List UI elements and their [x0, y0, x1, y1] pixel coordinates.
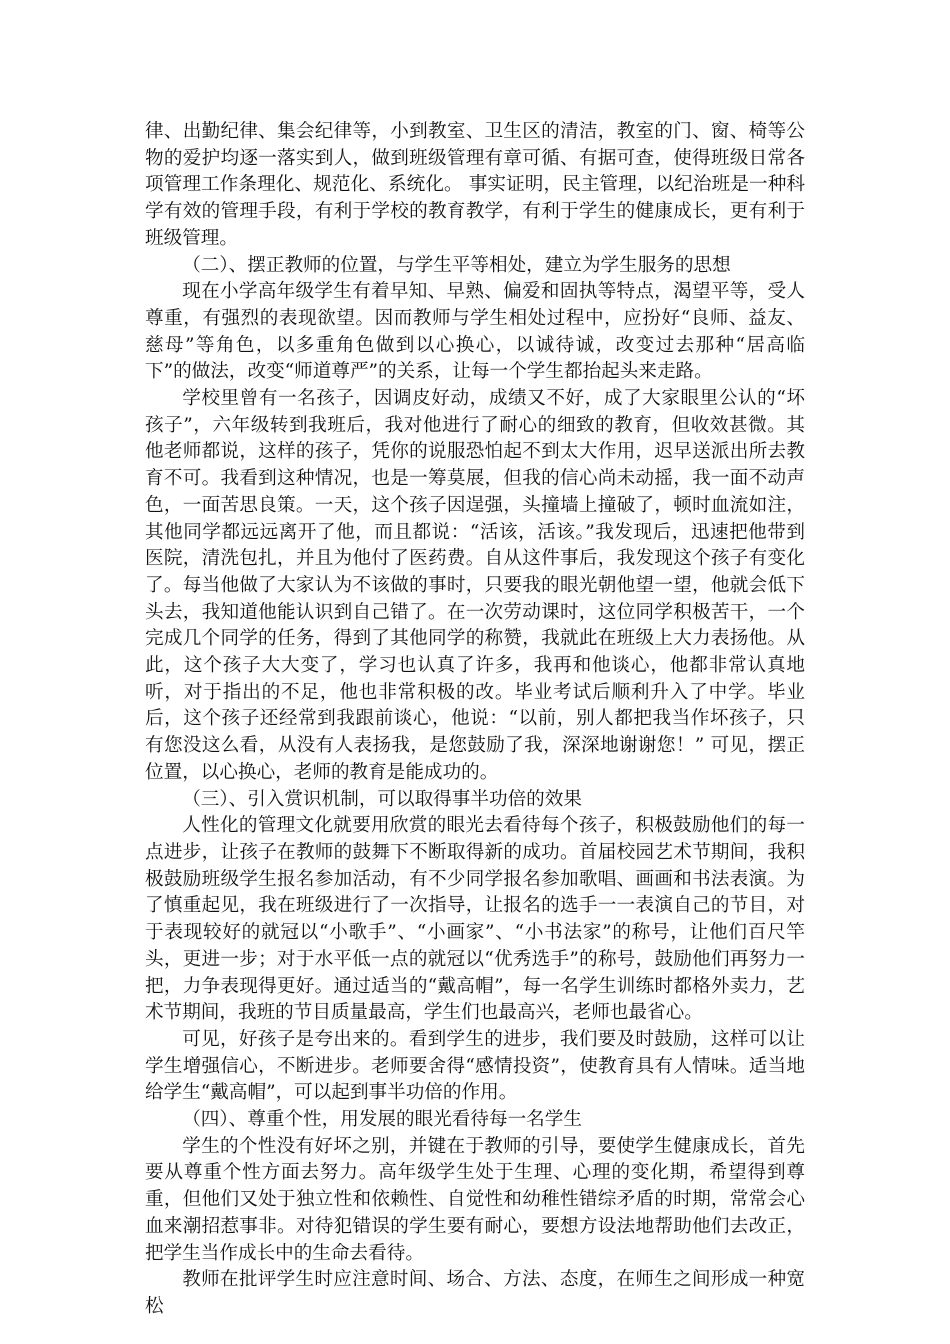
paragraph-discipline-summary: 律、出勤纪律、集会纪律等，小到教室、卫生区的清洁，教室的门、窗、椅等公物的爱护均逐一落实到人，做到班级管理有章可循、有据可查，使得班级日常各项管理工作条理化、规范化、系统化。 事实证明，民主管理，以纪治班是一种科学有效的管理手段，有利于学校的教育教学，有利于学生的健康成长，更有利于班级管理。	[145, 121, 805, 249]
paragraph-praise-conclusion: 可见，好孩子是夸出来的。看到学生的进步，我们要及时鼓励，这样可以让学生增强信心，不断进步。老师要舍得“感情投资”，使教育具有人情味。适当地给学生“戴高帽”，可以起到事半功倍的作用。	[145, 1028, 805, 1104]
paragraph-student-traits: 现在小学高年级学生有着早知、早熟、偏爱和固执等特点，渴望平等，受人尊重，有强烈的表现欲望。因而教师与学生相处过程中，应扮好“良师、益友、慈母”等角色，以多重角色做到以心换心，以诚待诚，改变过去那种“居高临下”的做法，改变“师道尊严”的关系，让每一个学生都抬起头来走路。	[145, 281, 805, 383]
section-heading-three: （三）、引入赏识机制，可以取得事半功倍的效果	[182, 788, 582, 810]
paragraph-student-story: 学校里曾有一名孩子，因调皮好动，成绩又不好，成了大家眼里公认的“坏孩子”，六年级转到我班后，我对他进行了耐心的细致的教育，但收效甚微。其他老师都说，这样的孩子，凭你的说服恐怕起不到太大作用，迟早送派出所去教育不可。我看到这种情况，也是一筹莫展，但我的信心尚未动摇，我一面不动声色，一面苦思良策。一天，这个孩子因逞强，头撞墙上撞破了，顿时血流如注，其他同学都远远离开了他，而且都说：“活该，活该。”我发现后，迅速把他带到医院，清洗包扎，并且为他付了医药费。自从这件事后，我发现这个孩子有变化了。每当他做了大家认为不该做的事时，只要我的眼光朝他望一望，他就会低下头去，我知道他能认识到自己错了。在一次劳动课时，这位同学积极苦干，一个完成几个同学的任务，得到了其他同学的称赞，我就此在班级上大力表扬他。从此，这个孩子大大变了，学习也认真了许多，我再和他谈心，他都非常认真地听，对于指出的不足，他也非常积极的改。毕业考试后顺利升入了中学。毕业后，这个孩子还经常到我跟前谈心，他说：“以前，别人都把我当作坏孩子，只有您没这么看，从没有人表扬我，是您鼓励了我，深深地谢谢您！” 可见，摆正位置，以心换心，老师的教育是能成功的。	[145, 388, 805, 783]
section-heading-two: （二）、摆正教师的位置，与学生平等相处，建立为学生服务的思想	[182, 254, 731, 276]
paragraph-respect-individuality: 学生的个性没有好坏之别，并键在于教师的引导，要使学生健康成长，首先要从尊重个性方面去努力。高年级学生处于生理、心理的变化期，希望得到尊重，但他们又处于独立性和依赖性、自觉性和幼稚性错综矛盾的时期，常常会心血来潮招惹事非。对待犯错误的学生要有耐心，要想方设法地帮助他们去改正，把学生当作成长中的生命去看待。	[145, 1135, 805, 1264]
section-heading-four: （四）、尊重个性，用发展的眼光看待每一名学生	[182, 1109, 582, 1131]
paragraph-appreciation: 人性化的管理文化就要用欣赏的眼光去看待每个孩子，积极鼓励他们的每一点进步，让孩子在教师的鼓舞下不断取得新的成功。首届校园艺术节期间，我积极鼓励班级学生报名参加活动，有不少同学报名参加歌唱、画画和书法表演。为了慎重起见，我在班级进行了一次指导，让报名的选手一一表演自己的节目，对于表现较好的就冠以“小歌手”、“小画家”、“小书法家”的称号，让他们百尺竿头，更进一步；对于水平低一点的就冠以“优秀选手”的称号，鼓励他们再努力一把，力争表现得更好。通过适当的“戴高帽”，每一名学生训练时都格外卖力，艺术节期间，我班的节目质量最高，学生们也最高兴，老师也最省心。	[145, 815, 805, 1024]
paragraph-criticism-guidance: 教师在批评学生时应注意时间、场合、方法、态度，在师生之间形成一种宽松	[145, 1269, 805, 1317]
document-page	[145, 119, 805, 1321]
